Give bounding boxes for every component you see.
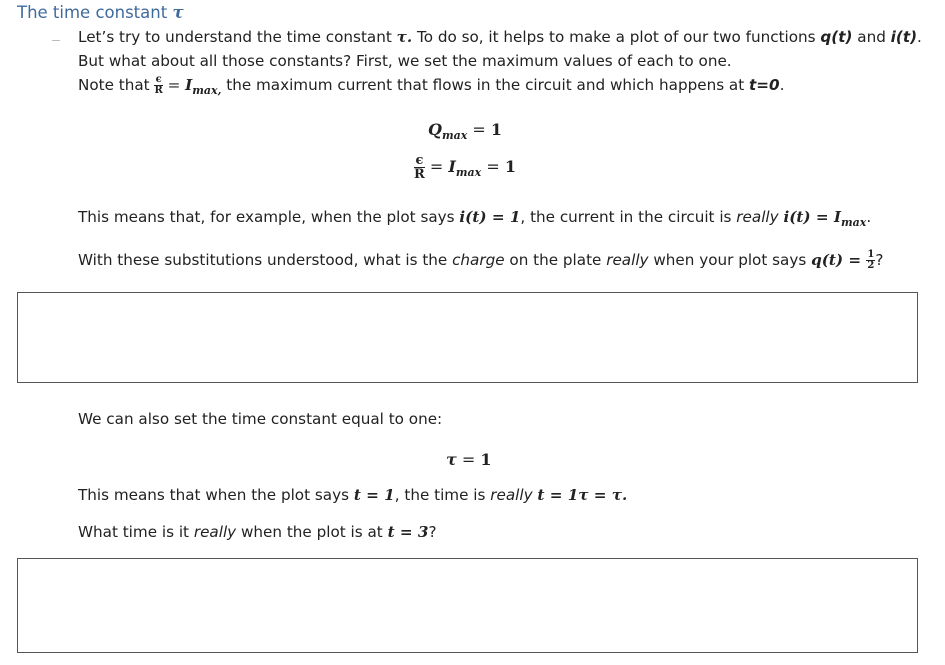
equation-q-max: [428, 120, 502, 142]
intro-text: and: [852, 28, 891, 46]
max-subscript: max: [455, 166, 482, 179]
answer-box-charge[interactable]: [17, 292, 918, 383]
intro-text: To do so, it helps to make a plot of our two functions: [412, 28, 821, 46]
section-title-tau: τ: [172, 3, 184, 22]
time-text: , the time is: [394, 486, 491, 504]
t-zero: t=0: [749, 76, 780, 94]
question-text: when the plot is at: [236, 523, 388, 541]
fraction-denominator: R: [414, 167, 425, 182]
paragraph-text: .: [866, 208, 872, 226]
really-emphasis: really: [736, 208, 779, 226]
question-text: With these substitutions understood, what is the: [78, 251, 453, 269]
question-text: ?: [875, 251, 884, 269]
equals-sign: =: [167, 76, 181, 94]
equals-sign: =: [461, 450, 476, 469]
fraction-numerator: ϵ: [415, 153, 424, 168]
t-equals-one: t = 1: [353, 486, 395, 504]
i-equals-imax: i(t) = I: [783, 208, 842, 226]
t-equals-tau: t = 1τ = τ.: [537, 486, 628, 504]
question-text: ?: [428, 523, 437, 541]
question-text: on the plate: [504, 251, 607, 269]
i-symbol: I: [448, 157, 456, 176]
fraction-numerator: 1: [867, 249, 875, 260]
intro-text: the maximum current that flows in the circuit and which happens at: [226, 76, 750, 94]
intro-text: Note that: [78, 76, 155, 94]
i-max-symbol: I: [185, 76, 193, 94]
really-emphasis: really: [606, 251, 649, 269]
paragraph-text: , the current in the circuit is: [520, 208, 737, 226]
epsilon-over-r-fraction: [154, 75, 162, 96]
really-emphasis: really: [193, 523, 237, 541]
section-title: [17, 3, 184, 22]
intro-text: .: [917, 28, 922, 46]
fraction-numerator: ϵ: [155, 74, 162, 85]
answer-box-time[interactable]: [17, 558, 918, 653]
fraction-denominator: 2: [867, 260, 875, 271]
time-text: This means that when the plot says: [78, 486, 354, 504]
question-text: when your plot says: [648, 251, 812, 269]
intro-line-2: But what about all those constants? First, we set the maximum values of each to one.: [78, 52, 732, 70]
time-intro: We can also set the time constant equal to one:: [78, 410, 443, 428]
charge-emphasis: charge: [452, 251, 505, 269]
one-value: 1: [490, 120, 502, 139]
paragraph-current: [78, 208, 872, 229]
equals-sign: =: [472, 120, 486, 139]
max-subscript: max,: [192, 84, 222, 97]
time-line: [78, 486, 627, 504]
intro-text: .: [779, 76, 785, 94]
margin-mark: [52, 40, 60, 41]
question-text: What time is it: [78, 523, 194, 541]
section-title-text: The time constant: [17, 3, 168, 22]
paragraph-text: This means that, for example, when the plot says: [78, 208, 460, 226]
really-emphasis: really: [490, 486, 533, 504]
question-charge: [78, 250, 883, 271]
i-equals-one: i(t) = 1: [459, 208, 521, 226]
equals-sign: =: [486, 157, 500, 176]
q-of-t: q(t): [820, 28, 853, 46]
one-value: 1: [504, 157, 516, 176]
max-subscript: max: [441, 129, 468, 142]
i-of-t: i(t): [890, 28, 918, 46]
epsilon-over-r-fraction: [414, 154, 425, 181]
t-equals-three: t = 3: [387, 523, 429, 541]
intro-line-3: [78, 75, 784, 96]
intro-line-1: [78, 28, 922, 46]
tau-symbol: τ.: [396, 28, 413, 46]
tau-symbol: τ: [446, 450, 457, 469]
equation-tau: [446, 450, 492, 469]
fraction-denominator: R: [154, 85, 163, 96]
question-time: [78, 523, 437, 541]
equals-sign: =: [429, 157, 444, 176]
intro-text: Let’s try to understand the time constant: [78, 28, 397, 46]
equation-i-max: [414, 154, 516, 181]
q-symbol: Q: [428, 120, 442, 139]
max-subscript: max: [841, 216, 867, 229]
one-value: 1: [480, 450, 492, 469]
q-equals: q(t) =: [811, 251, 867, 269]
